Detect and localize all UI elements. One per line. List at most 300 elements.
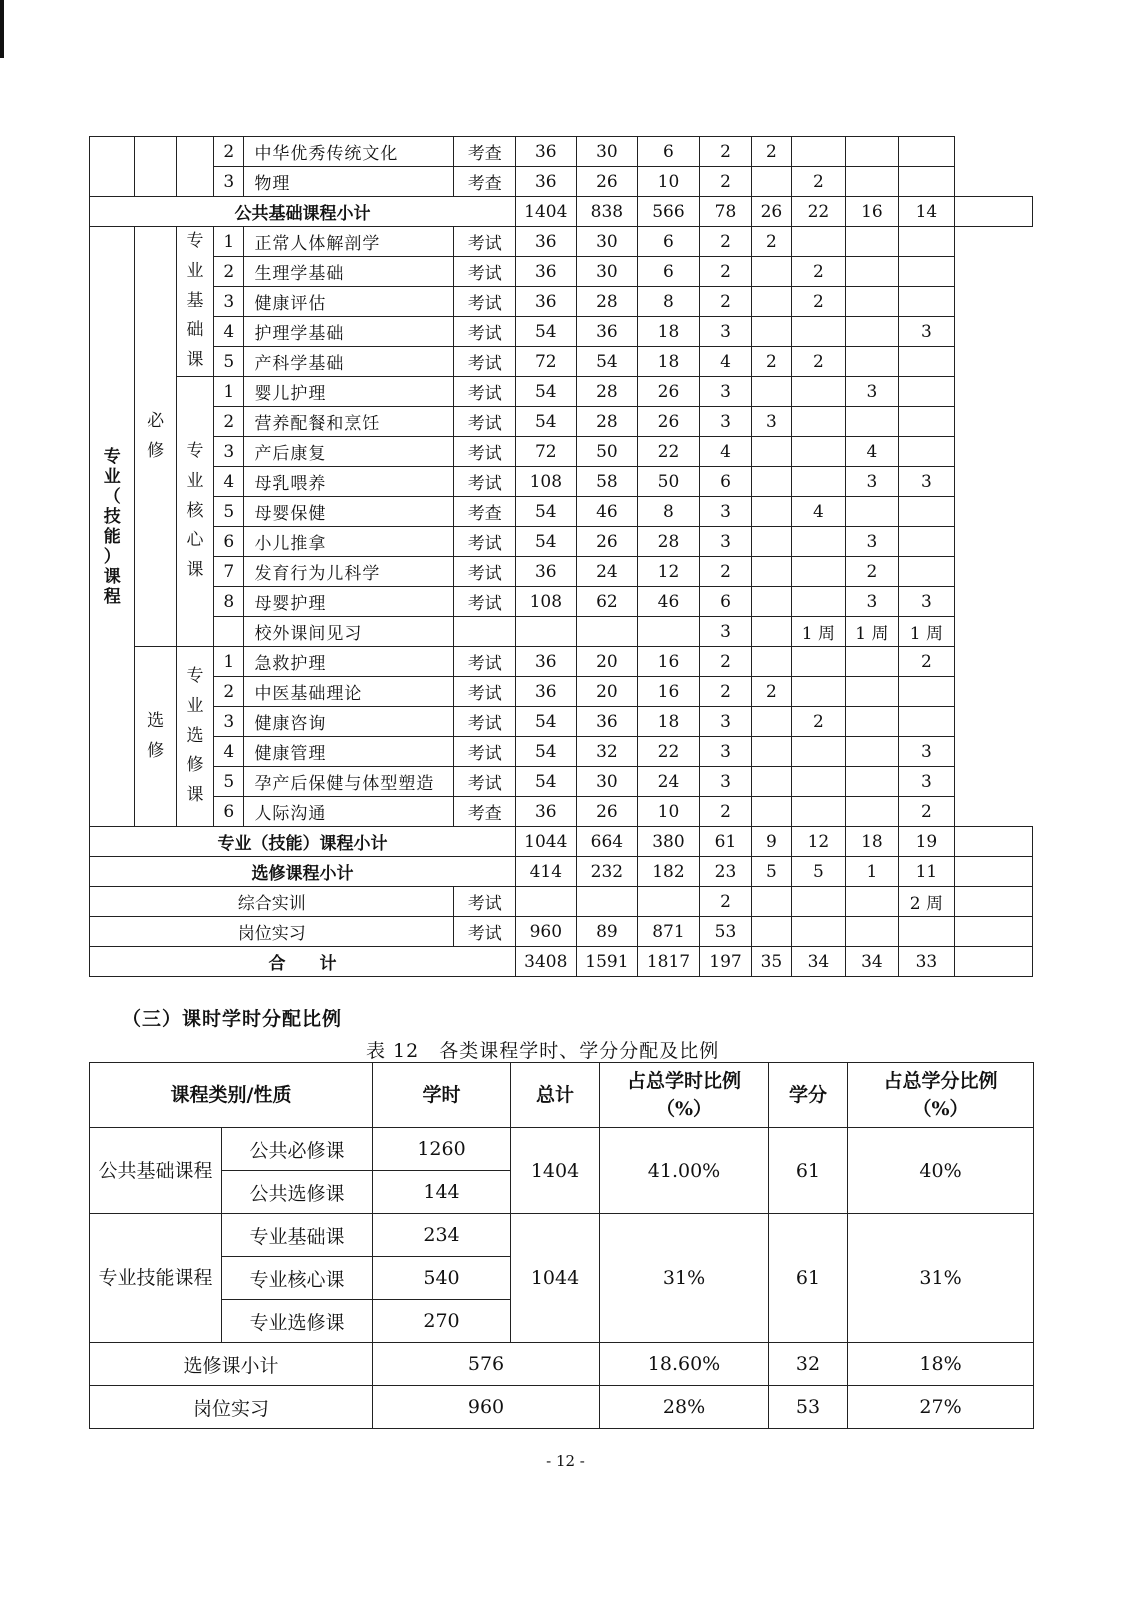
course-t2 bbox=[791, 377, 846, 407]
header-credit-ratio-line2: （%） bbox=[912, 1098, 969, 1120]
course-t4 bbox=[898, 527, 955, 557]
course-practice: 6 bbox=[638, 227, 700, 257]
course-t2: 2 bbox=[791, 167, 846, 197]
summary-value: 61 bbox=[699, 827, 752, 857]
ratio-header-row bbox=[90, 1063, 1034, 1128]
course-t1 bbox=[752, 287, 791, 317]
ratio-row-public-required bbox=[90, 1128, 1034, 1171]
elective-label-char: 修 bbox=[147, 740, 165, 761]
foundation-group-label-char: 业 bbox=[186, 260, 204, 281]
summary-value: 34 bbox=[846, 947, 899, 977]
course-no: 5 bbox=[214, 497, 244, 527]
course-practice: 28 bbox=[638, 527, 700, 557]
elective-label bbox=[135, 647, 176, 827]
course-practice: 26 bbox=[638, 377, 700, 407]
category-label-char: 技 bbox=[103, 506, 121, 527]
blank-cell bbox=[955, 827, 1033, 857]
course-t3 bbox=[846, 287, 899, 317]
course-t4: 2 bbox=[898, 797, 955, 827]
course-t1 bbox=[752, 497, 791, 527]
course-row bbox=[90, 767, 1033, 797]
course-name: 小儿推拿 bbox=[244, 527, 454, 557]
summary-label: 综合实训 bbox=[90, 887, 454, 917]
course-assess: 考试 bbox=[454, 767, 516, 797]
course-theory: 28 bbox=[576, 287, 638, 317]
header-credits: 学分 bbox=[769, 1063, 848, 1128]
summary-value: 1044 bbox=[516, 827, 577, 857]
course-name: 健康评估 bbox=[244, 287, 454, 317]
blank-cell bbox=[955, 887, 1033, 917]
course-credit: 2 bbox=[699, 287, 752, 317]
course-total bbox=[516, 617, 577, 647]
course-t4: 3 bbox=[898, 467, 955, 497]
course-assess: 考试 bbox=[454, 707, 516, 737]
course-credit: 2 bbox=[699, 647, 752, 677]
subtotal-value: 1404 bbox=[516, 197, 577, 227]
course-t2: 2 bbox=[791, 257, 846, 287]
course-t4: 2 bbox=[898, 647, 955, 677]
internship-hours: 960 bbox=[373, 1386, 600, 1429]
course-theory: 36 bbox=[576, 707, 638, 737]
course-no: 8 bbox=[214, 587, 244, 617]
course-assess: 考试 bbox=[454, 407, 516, 437]
course-row bbox=[90, 497, 1033, 527]
blank-cell bbox=[955, 917, 1033, 947]
course-t3 bbox=[846, 257, 899, 287]
course-no: 3 bbox=[214, 167, 244, 197]
sub-course-hours: 234 bbox=[373, 1214, 511, 1257]
course-t1 bbox=[752, 377, 791, 407]
course-theory: 36 bbox=[576, 317, 638, 347]
course-no: 6 bbox=[214, 797, 244, 827]
course-row bbox=[90, 377, 1033, 407]
summary-value bbox=[752, 917, 791, 947]
course-total: 54 bbox=[516, 317, 577, 347]
sub-course-hours: 270 bbox=[373, 1300, 511, 1343]
summary-label: 专业（技能）课程小计 bbox=[90, 827, 516, 857]
course-name: 发育行为儿科学 bbox=[244, 557, 454, 587]
required-label-char: 必 bbox=[147, 410, 165, 431]
course-credit: 3 bbox=[699, 317, 752, 347]
professional-credit-ratio-cell: 31% bbox=[848, 1214, 1034, 1343]
course-total: 72 bbox=[516, 437, 577, 467]
course-t3 bbox=[846, 227, 899, 257]
summary-value bbox=[576, 887, 638, 917]
public-credits-cell: 61 bbox=[769, 1128, 848, 1214]
course-practice: 10 bbox=[638, 797, 700, 827]
summary-value: 89 bbox=[576, 917, 638, 947]
course-credit: 3 bbox=[699, 707, 752, 737]
course-t2 bbox=[791, 407, 846, 437]
elective-subtotal-credit-ratio: 18% bbox=[848, 1343, 1034, 1386]
course-assess: 考试 bbox=[454, 467, 516, 497]
category-label-char: 课 bbox=[103, 566, 121, 587]
course-row bbox=[90, 647, 1033, 677]
category-label-char: （ bbox=[103, 486, 121, 507]
blank-category-cell bbox=[90, 137, 135, 197]
subtotal-value: 566 bbox=[638, 197, 700, 227]
subtotal-value: 78 bbox=[699, 197, 752, 227]
course-credit: 3 bbox=[699, 497, 752, 527]
course-assess: 考试 bbox=[454, 737, 516, 767]
course-row bbox=[90, 227, 1033, 257]
course-t3 bbox=[846, 137, 899, 167]
course-row bbox=[90, 347, 1033, 377]
course-credit: 3 bbox=[699, 527, 752, 557]
course-t2 bbox=[791, 137, 846, 167]
header-hour-ratio-line2: （%） bbox=[655, 1098, 713, 1120]
course-name: 营养配餐和烹饪 bbox=[244, 407, 454, 437]
course-theory: 30 bbox=[576, 227, 638, 257]
course-t4 bbox=[898, 377, 955, 407]
course-practice: 12 bbox=[638, 557, 700, 587]
course-assess: 考查 bbox=[454, 497, 516, 527]
course-credit: 2 bbox=[699, 167, 752, 197]
course-t1 bbox=[752, 707, 791, 737]
course-t1: 2 bbox=[752, 677, 791, 707]
course-assess: 考试 bbox=[454, 677, 516, 707]
course-t1 bbox=[752, 527, 791, 557]
course-theory: 24 bbox=[576, 557, 638, 587]
course-theory: 30 bbox=[576, 767, 638, 797]
foundation-group-label-char: 基 bbox=[186, 290, 204, 311]
course-assess: 考查 bbox=[454, 167, 516, 197]
course-theory: 50 bbox=[576, 437, 638, 467]
course-no: 4 bbox=[214, 467, 244, 497]
course-t1 bbox=[752, 587, 791, 617]
course-t1 bbox=[752, 437, 791, 467]
course-t1 bbox=[752, 737, 791, 767]
elective-group-label-char: 修 bbox=[186, 755, 204, 776]
course-name: 产科学基础 bbox=[244, 347, 454, 377]
course-row bbox=[90, 617, 1033, 647]
blank-type-cell bbox=[135, 137, 176, 197]
course-no: 2 bbox=[214, 137, 244, 167]
course-theory: 32 bbox=[576, 737, 638, 767]
course-no: 1 bbox=[214, 377, 244, 407]
public-total-cell: 1404 bbox=[511, 1128, 600, 1214]
ratio-row-elective-subtotal bbox=[90, 1343, 1034, 1386]
summary-value: 664 bbox=[576, 827, 638, 857]
course-total: 72 bbox=[516, 347, 577, 377]
course-no: 2 bbox=[214, 257, 244, 287]
summary-value bbox=[846, 887, 899, 917]
course-t2 bbox=[791, 797, 846, 827]
summary-value: 414 bbox=[516, 857, 577, 887]
course-t3: 4 bbox=[846, 437, 899, 467]
course-total: 36 bbox=[516, 167, 577, 197]
course-t2: 2 bbox=[791, 347, 846, 377]
public-category-cell: 公共基础课程 bbox=[90, 1128, 222, 1214]
course-assess: 考试 bbox=[454, 647, 516, 677]
course-t1: 2 bbox=[752, 347, 791, 377]
course-t1 bbox=[752, 767, 791, 797]
course-credit: 2 bbox=[699, 257, 752, 287]
course-no: 6 bbox=[214, 527, 244, 557]
course-theory: 26 bbox=[576, 527, 638, 557]
course-t4 bbox=[898, 557, 955, 587]
summary-value: 380 bbox=[638, 827, 700, 857]
summary-value: 11 bbox=[898, 857, 955, 887]
course-t3 bbox=[846, 407, 899, 437]
course-practice: 10 bbox=[638, 167, 700, 197]
elective-group-label-char: 课 bbox=[186, 785, 204, 806]
summary-value: 960 bbox=[516, 917, 577, 947]
course-assess: 考试 bbox=[454, 527, 516, 557]
foundation-group-label-char: 础 bbox=[186, 320, 204, 341]
summary-value bbox=[846, 917, 899, 947]
core-group-label bbox=[176, 377, 213, 647]
course-practice: 18 bbox=[638, 707, 700, 737]
course-theory: 26 bbox=[576, 797, 638, 827]
core-group-label-char: 核 bbox=[186, 500, 204, 521]
course-name: 人际沟通 bbox=[244, 797, 454, 827]
course-t1: 2 bbox=[752, 137, 791, 167]
course-name: 物理 bbox=[244, 167, 454, 197]
course-no: 1 bbox=[214, 647, 244, 677]
core-group-label-char: 心 bbox=[186, 530, 204, 551]
professional-total-cell: 1044 bbox=[511, 1214, 600, 1343]
course-practice: 46 bbox=[638, 587, 700, 617]
category-label-char: 程 bbox=[103, 586, 121, 607]
course-assess: 考试 bbox=[454, 317, 516, 347]
header-hour-ratio-line1: 占总学时比例 bbox=[627, 1070, 742, 1092]
course-t2 bbox=[791, 677, 846, 707]
summary-value: 53 bbox=[699, 917, 752, 947]
course-total: 36 bbox=[516, 137, 577, 167]
course-total: 54 bbox=[516, 767, 577, 797]
course-t2 bbox=[791, 737, 846, 767]
course-t2 bbox=[791, 587, 846, 617]
elective-subtotal-hour-ratio: 18.60% bbox=[600, 1343, 769, 1386]
summary-label: 岗位实习 bbox=[90, 917, 454, 947]
course-total: 108 bbox=[516, 587, 577, 617]
course-name: 孕产后保健与体型塑造 bbox=[244, 767, 454, 797]
course-t3 bbox=[846, 797, 899, 827]
course-row bbox=[90, 317, 1033, 347]
course-t2: 1 周 bbox=[791, 617, 846, 647]
course-assess: 考试 bbox=[454, 287, 516, 317]
core-group-label-char: 专 bbox=[186, 441, 204, 462]
course-theory: 28 bbox=[576, 377, 638, 407]
course-practice: 24 bbox=[638, 767, 700, 797]
course-row bbox=[90, 167, 1033, 197]
subtotal-value: 26 bbox=[752, 197, 791, 227]
course-credit: 6 bbox=[699, 587, 752, 617]
course-credit: 3 bbox=[699, 407, 752, 437]
course-t4: 3 bbox=[898, 767, 955, 797]
summary-value: 1591 bbox=[576, 947, 638, 977]
course-practice: 18 bbox=[638, 347, 700, 377]
course-practice: 6 bbox=[638, 257, 700, 287]
course-name: 护理学基础 bbox=[244, 317, 454, 347]
summary-value: 35 bbox=[752, 947, 791, 977]
course-t2 bbox=[791, 437, 846, 467]
course-t3: 3 bbox=[846, 587, 899, 617]
course-row bbox=[90, 737, 1033, 767]
course-name: 中华优秀传统文化 bbox=[244, 137, 454, 167]
summary-value: 23 bbox=[699, 857, 752, 887]
course-t3: 3 bbox=[846, 527, 899, 557]
course-total: 54 bbox=[516, 707, 577, 737]
summary-value: 12 bbox=[791, 827, 846, 857]
course-total: 36 bbox=[516, 257, 577, 287]
course-total: 36 bbox=[516, 797, 577, 827]
course-credit: 6 bbox=[699, 467, 752, 497]
foundation-group-label bbox=[176, 227, 213, 377]
course-practice: 8 bbox=[638, 287, 700, 317]
category-label bbox=[90, 227, 135, 827]
course-t2 bbox=[791, 317, 846, 347]
course-credit: 4 bbox=[699, 347, 752, 377]
course-total: 36 bbox=[516, 227, 577, 257]
course-name: 正常人体解剖学 bbox=[244, 227, 454, 257]
summary-label: 合 计 bbox=[90, 947, 516, 977]
course-theory: 26 bbox=[576, 167, 638, 197]
summary-value bbox=[638, 887, 700, 917]
course-no: 1 bbox=[214, 227, 244, 257]
course-theory: 58 bbox=[576, 467, 638, 497]
course-t2 bbox=[791, 467, 846, 497]
elective-group-label-char: 业 bbox=[186, 695, 204, 716]
course-total: 54 bbox=[516, 407, 577, 437]
public-subtotal-row bbox=[90, 197, 1033, 227]
course-assess: 考查 bbox=[454, 137, 516, 167]
sub-course-hours: 144 bbox=[373, 1171, 511, 1214]
course-total: 54 bbox=[516, 737, 577, 767]
course-t4: 3 bbox=[898, 737, 955, 767]
course-practice: 16 bbox=[638, 647, 700, 677]
course-t3: 1 周 bbox=[846, 617, 899, 647]
course-practice: 6 bbox=[638, 137, 700, 167]
foundation-group-label-char: 课 bbox=[186, 350, 204, 371]
blank-cell bbox=[955, 857, 1033, 887]
course-row bbox=[90, 557, 1033, 587]
sub-course-hours: 540 bbox=[373, 1257, 511, 1300]
summary-label: 选修课程小计 bbox=[90, 857, 516, 887]
course-t3: 3 bbox=[846, 467, 899, 497]
course-t4 bbox=[898, 257, 955, 287]
course-no: 3 bbox=[214, 707, 244, 737]
course-t1 bbox=[752, 797, 791, 827]
foundation-group-label-char: 专 bbox=[186, 231, 204, 252]
elective-label-char: 选 bbox=[147, 710, 165, 731]
category-label-char: 能 bbox=[103, 526, 121, 547]
elective-group-label-char: 选 bbox=[186, 725, 204, 746]
summary-row bbox=[90, 917, 1033, 947]
course-total: 54 bbox=[516, 527, 577, 557]
course-t2 bbox=[791, 527, 846, 557]
summary-value: 18 bbox=[846, 827, 899, 857]
summary-value: 1817 bbox=[638, 947, 700, 977]
course-practice: 16 bbox=[638, 677, 700, 707]
sub-course-name: 公共必修课 bbox=[222, 1128, 373, 1171]
course-t1 bbox=[752, 317, 791, 347]
course-theory: 20 bbox=[576, 677, 638, 707]
course-name: 母乳喂养 bbox=[244, 467, 454, 497]
course-t3 bbox=[846, 707, 899, 737]
course-assess: 考试 bbox=[454, 257, 516, 287]
course-t4 bbox=[898, 707, 955, 737]
summary-value: 2 bbox=[699, 887, 752, 917]
course-t3 bbox=[846, 677, 899, 707]
internship-credit-ratio: 27% bbox=[848, 1386, 1034, 1429]
summary-value: 1 bbox=[846, 857, 899, 887]
course-practice: 22 bbox=[638, 437, 700, 467]
course-theory bbox=[576, 617, 638, 647]
course-name: 母婴护理 bbox=[244, 587, 454, 617]
course-no: 5 bbox=[214, 767, 244, 797]
header-category: 课程类别/性质 bbox=[90, 1063, 373, 1128]
course-no: 3 bbox=[214, 287, 244, 317]
course-row bbox=[90, 677, 1033, 707]
required-label-char: 修 bbox=[147, 440, 165, 461]
table-caption: 表 12 各类课程学时、学分分配及比例 bbox=[366, 1040, 720, 1062]
summary-value: 232 bbox=[576, 857, 638, 887]
course-assess: 考试 bbox=[454, 347, 516, 377]
subtotal-value: 838 bbox=[576, 197, 638, 227]
course-row bbox=[90, 467, 1033, 497]
internship-credits: 53 bbox=[769, 1386, 848, 1429]
blank-cell bbox=[955, 197, 1033, 227]
course-t2 bbox=[791, 647, 846, 677]
course-row bbox=[90, 257, 1033, 287]
header-hour-ratio bbox=[600, 1063, 769, 1128]
course-practice bbox=[638, 617, 700, 647]
course-practice: 8 bbox=[638, 497, 700, 527]
course-credit: 2 bbox=[699, 677, 752, 707]
subtotal-value: 16 bbox=[846, 197, 899, 227]
course-theory: 28 bbox=[576, 407, 638, 437]
elective-subtotal-label: 选修课小计 bbox=[90, 1343, 373, 1386]
course-t1 bbox=[752, 467, 791, 497]
core-group-label-char: 业 bbox=[186, 470, 204, 491]
internship-label: 岗位实习 bbox=[90, 1386, 373, 1429]
course-practice: 18 bbox=[638, 317, 700, 347]
course-credit: 2 bbox=[699, 137, 752, 167]
course-credit: 2 bbox=[699, 227, 752, 257]
course-no: 4 bbox=[214, 737, 244, 767]
course-credit: 4 bbox=[699, 437, 752, 467]
summary-assess: 考试 bbox=[454, 917, 516, 947]
course-name: 产后康复 bbox=[244, 437, 454, 467]
elective-group-label bbox=[176, 647, 213, 827]
summary-value: 5 bbox=[791, 857, 846, 887]
course-credit: 3 bbox=[699, 617, 752, 647]
course-no: 4 bbox=[214, 317, 244, 347]
course-assess: 考试 bbox=[454, 557, 516, 587]
page-edge-mark bbox=[0, 0, 4, 58]
course-row bbox=[90, 587, 1033, 617]
sub-course-name: 专业基础课 bbox=[222, 1214, 373, 1257]
category-label-char: ） bbox=[103, 546, 121, 567]
course-practice: 22 bbox=[638, 737, 700, 767]
summary-value bbox=[898, 917, 955, 947]
summary-value: 197 bbox=[699, 947, 752, 977]
sub-course-name: 专业选修课 bbox=[222, 1300, 373, 1343]
sub-course-hours: 1260 bbox=[373, 1128, 511, 1171]
elective-subtotal-credits: 32 bbox=[769, 1343, 848, 1386]
summary-value: 182 bbox=[638, 857, 700, 887]
course-t3: 2 bbox=[846, 557, 899, 587]
ratio-row-internship bbox=[90, 1386, 1034, 1429]
course-t2: 2 bbox=[791, 287, 846, 317]
summary-value: 9 bbox=[752, 827, 791, 857]
blank-cell bbox=[955, 947, 1033, 977]
elective-group-label-char: 专 bbox=[186, 666, 204, 687]
summary-row bbox=[90, 947, 1033, 977]
course-t3 bbox=[846, 647, 899, 677]
